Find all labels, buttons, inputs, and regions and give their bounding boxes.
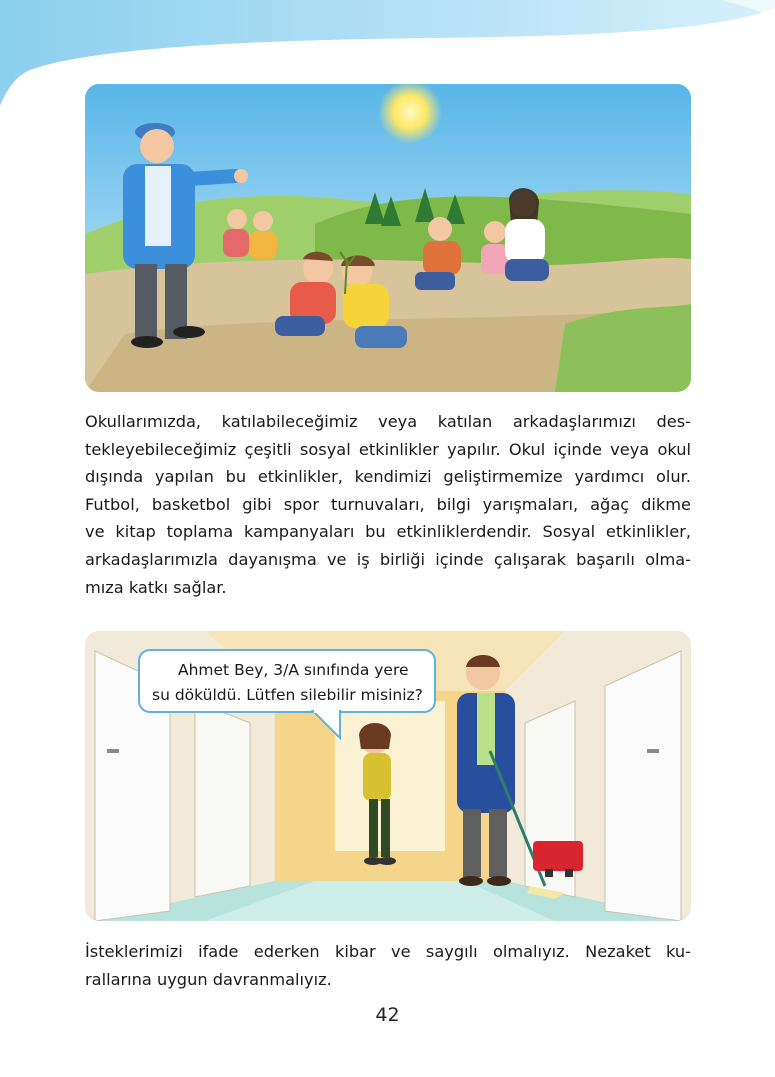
speech-bubble [138,649,436,713]
paragraph-social-activities [85,408,691,601]
page-number: 42 [375,1004,400,1026]
speech-bubble-line: su döküldü. Lütfen silebilir misiniz? [152,686,423,704]
tree-planting-illustration [85,84,691,392]
paragraph-line: rallarına uygun davranmalıyız. [85,969,332,989]
speech-bubble-tail [310,710,350,740]
paragraph-line: Futbol, basketbol gibi spor turnuvaları, bilgi yarışmaları, ağaç dikme [85,494,691,514]
paragraph-line: dışında yapılan bu etkinlikler, kendimizi geliştirmemize yardımcı olur. [85,467,691,487]
paragraph-line: ve kitap toplama kampanyaları bu etkinliklerdendir. Sosyal etkinlikler, [85,522,691,542]
speech-bubble-line: Ahmet Bey, 3/A sınıfında yere [178,661,409,679]
paragraph-line: Okullarımızda, katılabileceğimiz veya katılan arkadaşlarımızı des- [85,412,691,431]
paragraph-line: mıza katkı sağlar. [85,577,227,597]
paragraph-line: tekleyebileceğimiz çeşitli sosyal etkinlikler yapılır. Okul içinde veya okul [85,439,691,459]
paragraph-line: arkadaşlarımızla dayanışma ve iş birliği içinde çalışarak başarılı olma- [85,549,691,569]
paragraph-line: İsteklerimizi ifade ederken kibar ve saygılı olmalıyız. Nezaket ku- [85,942,691,961]
paragraph-politeness [85,938,691,993]
